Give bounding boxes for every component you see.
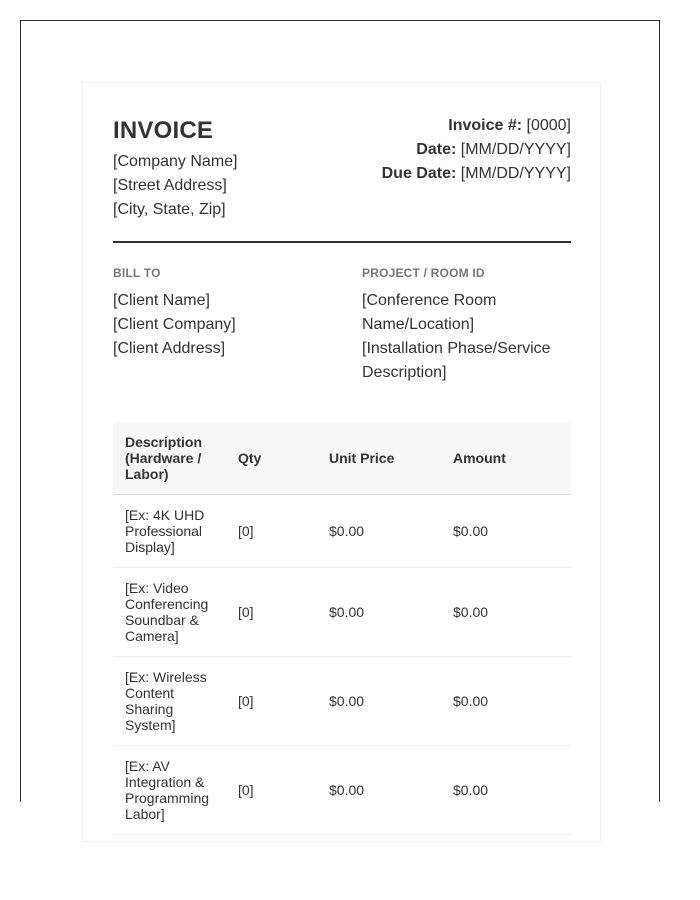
row-amount: $0.00 — [441, 495, 571, 568]
table-row — [113, 495, 571, 568]
bill-to-details — [113, 289, 343, 361]
client-company: [Client Company] — [113, 316, 236, 333]
company-name: [Company Name] — [113, 153, 238, 170]
row-unit-price: $0.00 — [317, 657, 441, 746]
due-date-label: Due Date: — [381, 165, 457, 182]
row-unit-price: $0.00 — [317, 746, 441, 835]
client-name: [Client Name] — [113, 292, 210, 309]
invoice-title: INVOICE — [113, 117, 214, 144]
row-amount: $0.00 — [441, 568, 571, 657]
project-phase: [Installation Phase/Service Description] — [362, 340, 551, 381]
table-row — [113, 746, 571, 835]
project-label: PROJECT / ROOM ID — [362, 266, 485, 280]
invoice-number-label: Invoice #: — [448, 117, 523, 134]
header-qty: Qty — [226, 422, 317, 495]
header-amount: Amount — [441, 422, 571, 495]
row-qty: [0] — [226, 568, 317, 657]
row-description: [Ex: Wireless Content Sharing System] — [113, 657, 226, 746]
header-description: Description (Hardware / Labor) — [113, 422, 226, 495]
row-qty: [0] — [226, 495, 317, 568]
invoice-number-line — [382, 114, 571, 138]
row-description: [Ex: 4K UHD Professional Display] — [113, 495, 226, 568]
line-items-table — [113, 422, 571, 835]
row-unit-price: $0.00 — [317, 568, 441, 657]
client-address: [Client Address] — [113, 340, 226, 357]
row-qty: [0] — [226, 746, 317, 835]
header-divider — [113, 241, 571, 243]
project-details — [362, 289, 571, 385]
table-row — [113, 568, 571, 657]
bill-to-label: BILL TO — [113, 266, 161, 280]
row-amount: $0.00 — [441, 746, 571, 835]
company-street: [Street Address] — [113, 177, 227, 194]
table-row — [113, 657, 571, 746]
company-info — [113, 150, 238, 222]
row-description: [Ex: Video Conferencing Soundbar & Camera] — [113, 568, 226, 657]
row-amount: $0.00 — [441, 657, 571, 746]
invoice-number-value: [0000] — [526, 117, 571, 134]
row-unit-price: $0.00 — [317, 495, 441, 568]
row-description: [Ex: AV Integration & Programming Labor] — [113, 746, 226, 835]
row-qty: [0] — [226, 657, 317, 746]
invoice-date-value: [MM/DD/YYYY] — [460, 141, 571, 158]
invoice-date-label: Date: — [416, 141, 457, 158]
page-frame — [20, 20, 660, 822]
project-section — [362, 266, 571, 385]
bill-to-section — [113, 266, 343, 361]
company-city: [City, State, Zip] — [113, 201, 226, 218]
invoice-meta — [382, 114, 571, 186]
invoice-document — [82, 82, 601, 842]
project-room: [Conference Room Name/Location] — [362, 292, 497, 333]
table-header-row — [113, 422, 571, 495]
invoice-date-line — [382, 138, 571, 162]
due-date-line — [382, 162, 571, 186]
header-unit-price: Unit Price — [317, 422, 441, 495]
due-date-value: [MM/DD/YYYY] — [460, 165, 571, 182]
